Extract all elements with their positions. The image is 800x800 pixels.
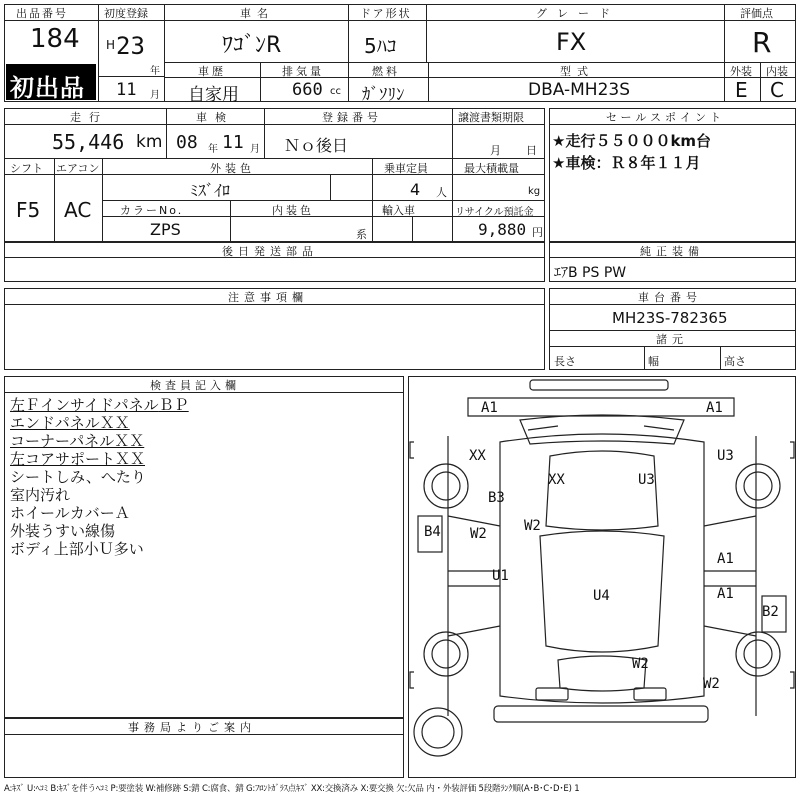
inspect-month-unit: 月: [250, 144, 260, 155]
disp-unit: cc: [330, 86, 341, 97]
inspect-year-unit: 年: [208, 144, 218, 155]
damage-code-5: XX: [548, 472, 565, 488]
colorno-label: カラーNo.: [120, 204, 184, 217]
model: DBA-MH23S: [528, 80, 631, 100]
inspector-line-1-a: 左Ｆインサイドパネル: [10, 396, 159, 414]
first-listing-label: 初出品: [10, 74, 85, 102]
inspector-line-7: ホイールカバーＡ: [10, 504, 130, 522]
capacity-unit: 人: [436, 186, 447, 199]
legend: A:ｷｽﾞ U:ﾍｺﾐ B:ｷｽﾞを伴うﾍｺﾐ P:要塗装 W:補修跡 S:錆 C:腐食、錆 G:ﾌﾛﾝﾄｶﾞﾗｽ点ｷｽﾞ XX:交換済み X:要交換 欠:欠品 内・外装評価 5段階ﾗﾝｸ順(A･B･C･D･E) 1: [4, 784, 580, 794]
intcolor-label: 内装色: [272, 204, 314, 217]
lot-number: 184: [30, 24, 80, 54]
reg-year-unit: 年: [150, 66, 160, 77]
wheel-front-right: [736, 464, 780, 508]
ac-label: エアコン: [56, 162, 100, 175]
reg-label: 登録番号: [322, 111, 382, 124]
diagram-rear-bumper: [536, 688, 568, 700]
dims-height: 高さ: [724, 355, 746, 368]
import-label: 輸入車: [382, 204, 415, 217]
ext-score: E: [735, 78, 748, 102]
color: ﾐｽﾞｲﾛ: [190, 181, 231, 200]
chassis-number: MH23S-782365: [612, 309, 728, 327]
damage-code-6: U3: [638, 472, 655, 488]
reg-number: Ｎｏ後日: [284, 136, 349, 155]
inspector-line-6: 室内汚れ: [10, 486, 71, 504]
disp-label: 排気量: [282, 65, 324, 78]
diagram-front-bumper: [530, 380, 668, 390]
inspector-line-4: 左コアサポートＸＸ: [10, 450, 146, 468]
wheel-rear-left: [424, 632, 468, 676]
reg-month-unit: 月: [150, 90, 160, 101]
inspect-label: 車検: [196, 111, 234, 124]
diagram-front-outline: [468, 398, 734, 416]
inspect-month: 11: [222, 132, 244, 153]
inspector-line-5: シートしみ、へたり: [10, 468, 146, 486]
equip: ｴｱB PS PW: [554, 265, 627, 281]
inspector-label: 検査員記入欄: [150, 379, 240, 392]
inspect-year: 08: [176, 132, 198, 153]
grade-label: グレード: [536, 7, 620, 20]
inspector-line-1: [10, 396, 189, 414]
damage-code-3: XX: [469, 448, 486, 464]
damage-code-17: W2: [703, 676, 720, 692]
carname-label: 車名: [240, 7, 274, 20]
load-label: 最大積載量: [464, 162, 519, 175]
damage-code-15: B2: [762, 604, 779, 620]
damage-code-4: U3: [717, 448, 734, 464]
damage-code-10: W2: [524, 518, 541, 534]
sales-line-1: ★走行５５０００km台: [552, 132, 712, 150]
disp: 660: [292, 80, 323, 100]
int-label: 内装: [766, 65, 788, 78]
mileage: 55,446: [52, 130, 125, 154]
mileage-label: 走行: [70, 111, 108, 124]
door: 5ﾊｺ: [364, 34, 397, 58]
damage-code-16: W2: [632, 656, 649, 672]
capacity: 4: [410, 180, 421, 199]
fuel: ｶﾞｿﾘﾝ: [362, 85, 405, 105]
history-label: 車歴: [198, 65, 226, 78]
damage-code-9: W2: [470, 526, 487, 542]
reg-year: 23: [116, 32, 145, 60]
damage-code-8: B4: [424, 524, 441, 540]
damage-code-2: A1: [706, 400, 723, 416]
damage-code-14: A1: [717, 586, 734, 602]
caution-label: 注意事項欄: [228, 291, 308, 304]
reg-month: 11: [116, 80, 137, 100]
transfer-month: 月: [490, 144, 501, 157]
recycle-unit: 円: [532, 226, 543, 239]
history: 自家用: [188, 85, 239, 105]
transfer-label: 譲渡書類期限: [458, 111, 524, 124]
wheel-front-left: [424, 464, 468, 508]
wheel-rear-right: [736, 632, 780, 676]
ext-label: 外装: [730, 65, 752, 78]
dims-label: 諸元: [656, 333, 688, 346]
inspector-line-1-b: ＢＰ: [158, 396, 189, 414]
fuel-label: 燃料: [372, 65, 400, 78]
damage-code-12: A1: [717, 551, 734, 567]
damage-code-7: B3: [488, 490, 505, 506]
damage-code-11: U1: [492, 568, 509, 584]
era: H: [106, 38, 116, 52]
dims-length: 長さ: [554, 355, 576, 368]
damage-code-1: A1: [481, 400, 498, 416]
chassis-label: 車台番号: [638, 291, 702, 304]
car-diagram: [408, 376, 796, 778]
recycle-label: リサイクル預託金: [455, 207, 534, 218]
ac: AC: [64, 198, 92, 222]
model-label: 型式: [560, 65, 594, 78]
sales-points-box: [549, 108, 796, 242]
recycle: 9,880: [478, 220, 527, 239]
equip-label: 純正装備: [640, 245, 704, 258]
inspector-line-9: ボディ上部小Ｕ多い: [10, 540, 144, 558]
inspector-line-2: エンドパネルＸＸ: [10, 414, 130, 432]
spare-tire: [414, 708, 462, 756]
shift: F5: [16, 198, 41, 222]
inspector-line-3: コーナーパネルＸＸ: [10, 432, 145, 450]
grade: FX: [556, 28, 587, 56]
damage-code-13: U4: [593, 588, 610, 604]
score: R: [752, 26, 772, 59]
door-label: ドア形状: [360, 7, 412, 20]
carname: ﾜｺﾞﾝR: [222, 33, 282, 58]
lot-label: 出品番号: [16, 7, 68, 20]
mileage-unit: km: [136, 132, 163, 152]
capacity-label: 乗車定員: [384, 162, 428, 175]
color-label: 外装色: [210, 162, 255, 175]
sales-line-2: ★車検：Ｒ８年１１月: [552, 154, 701, 172]
first-reg-label: 初度登録: [104, 7, 148, 20]
shift-label: シフト: [10, 162, 43, 175]
dims-width: 幅: [648, 355, 659, 368]
inspector-line-8: 外装うすい線傷: [10, 522, 116, 540]
office-label: 事務局よりご案内: [128, 721, 256, 734]
load-unit: kg: [528, 186, 541, 197]
score-label: 評価点: [740, 7, 773, 20]
intcolor-unit: 系: [356, 228, 367, 241]
int-score: C: [770, 78, 784, 102]
later-parts-label: 後日発送部品: [222, 245, 318, 258]
colorno: ZPS: [150, 220, 181, 239]
transfer-day: 日: [526, 144, 537, 157]
sales-label: セールスポイント: [606, 111, 726, 124]
